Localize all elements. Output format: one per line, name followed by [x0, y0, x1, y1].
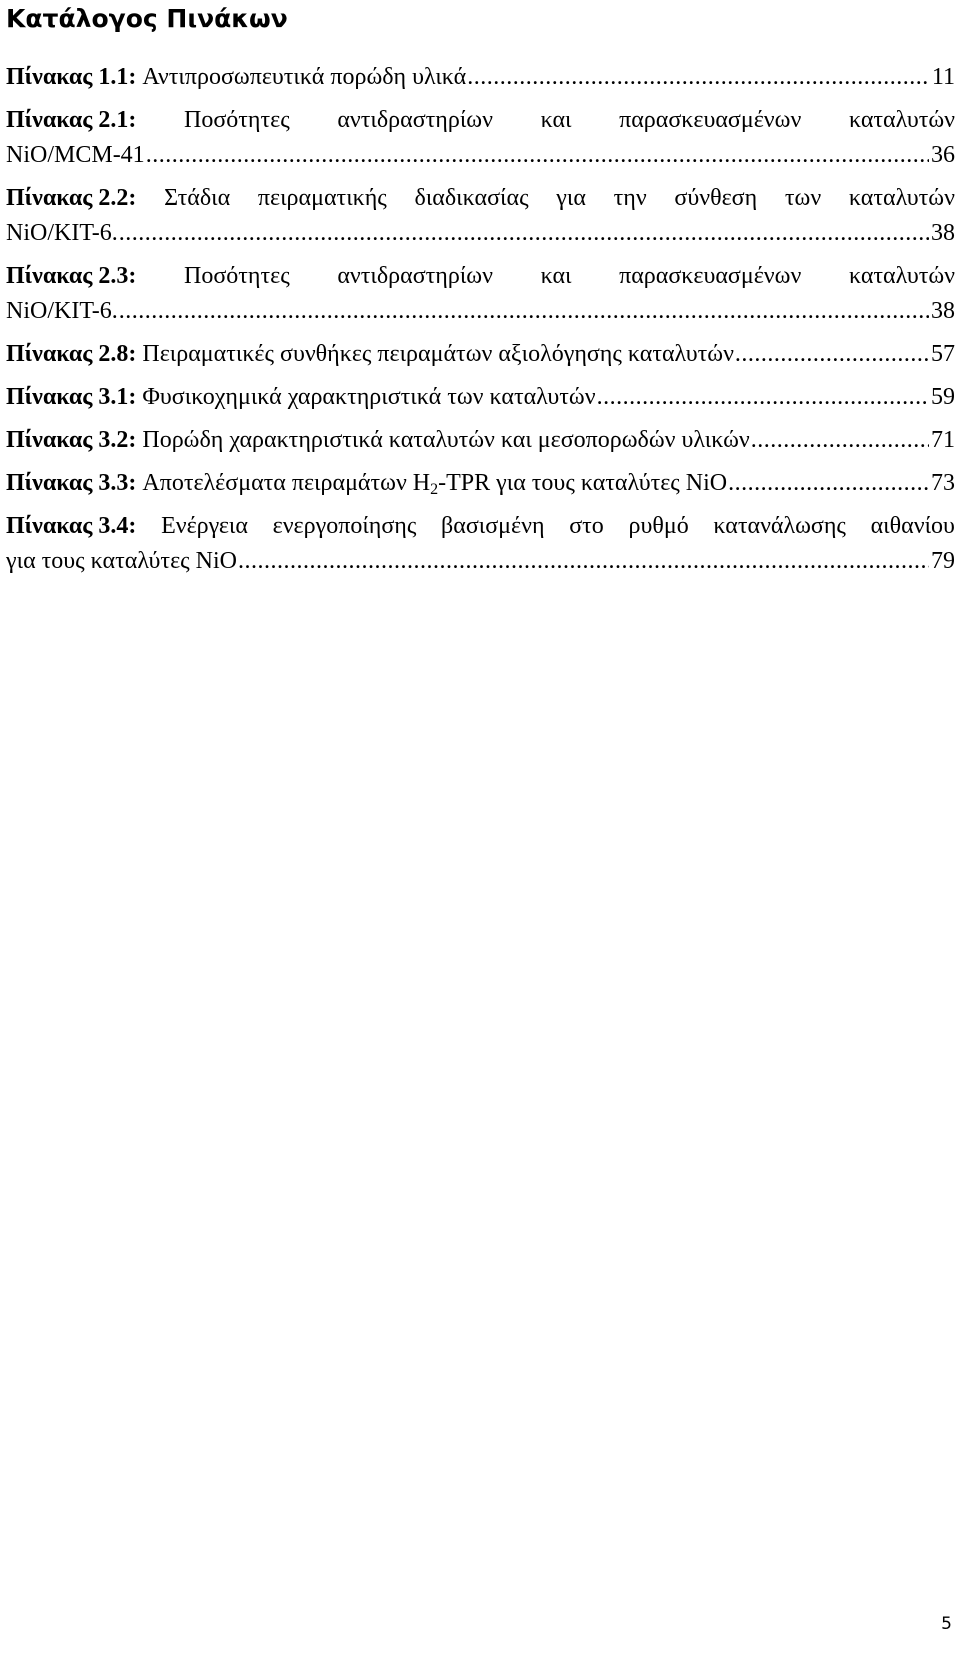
- page-ref: 71: [931, 427, 955, 453]
- table-title-continuation: NiO/KIT-6.: [6, 220, 118, 246]
- table-title: Πίνακας 2.2: Στάδια πειραματικής διαδικασίας για την σύνθεση των καταλυτών: [6, 185, 955, 211]
- toc-entry[interactable]: [6, 380, 955, 415]
- page-ref: 38: [931, 298, 955, 324]
- page-ref: 38: [931, 220, 955, 246]
- dot-leader: [735, 337, 929, 372]
- page-ref: 11: [931, 64, 955, 90]
- toc-entry[interactable]: [6, 466, 955, 501]
- toc-entry[interactable]: [6, 337, 955, 372]
- toc-entry[interactable]: [6, 259, 955, 329]
- table-title: Φυσικοχημικά χαρακτηριστικά των καταλυτών: [142, 384, 596, 410]
- dot-leader: [119, 294, 929, 329]
- table-title: Πίνακας 3.4: Ενέργεια ενεργοποίησης βασισμένη στο ρυθμό κατανάλωσης αιθανίου: [6, 513, 955, 539]
- toc-entry[interactable]: [6, 60, 955, 95]
- page-ref: 73: [931, 470, 955, 496]
- table-title-continuation: για τους καταλύτες NiO: [6, 548, 237, 574]
- list-of-tables: [6, 60, 955, 579]
- dot-leader: [728, 466, 929, 501]
- dot-leader: [467, 60, 930, 95]
- table-number: Πίνακας 2.8:: [6, 341, 137, 367]
- page-number: 5: [941, 1614, 952, 1634]
- dot-leader: [238, 544, 929, 579]
- page-ref: 36: [931, 142, 955, 168]
- table-number: Πίνακας 1.1:: [6, 64, 137, 90]
- page-ref: 59: [931, 384, 955, 410]
- page-ref: 79: [931, 548, 955, 574]
- table-title-continuation: NiO/KIT-6.: [6, 298, 118, 324]
- page-ref: 57: [931, 341, 955, 367]
- table-number: Πίνακας 3.2:: [6, 427, 137, 453]
- toc-entry[interactable]: [6, 103, 955, 173]
- page-title: Κατάλογος Πινάκων: [6, 4, 288, 33]
- toc-entry[interactable]: [6, 181, 955, 251]
- table-title: Πίνακας 2.1: Ποσότητες αντιδραστηρίων και παρασκευασμένων καταλυτών: [6, 107, 955, 133]
- table-title-continuation: NiO/MCM-41: [6, 142, 145, 168]
- table-number: Πίνακας 3.1:: [6, 384, 137, 410]
- table-title: Πορώδη χαρακτηριστικά καταλυτών και μεσοπορωδών υλικών: [142, 427, 750, 453]
- toc-entry[interactable]: [6, 509, 955, 579]
- dot-leader: [119, 216, 929, 251]
- table-number: Πίνακας 3.3:: [6, 470, 137, 496]
- toc-entry[interactable]: [6, 423, 955, 458]
- table-title: Πίνακας 2.3: Ποσότητες αντιδραστηρίων και παρασκευασμένων καταλυτών: [6, 263, 955, 289]
- dot-leader: [751, 423, 929, 458]
- table-title: Αντιπροσωπευτικά πορώδη υλικά: [142, 64, 467, 90]
- table-title: Αποτελέσματα πειραμάτων $H_2$-TPR για τους καταλύτες NiO: [142, 470, 728, 498]
- dot-leader: [597, 380, 929, 415]
- dot-leader: [146, 138, 929, 173]
- table-title: Πειραματικές συνθήκες πειραμάτων αξιολόγησης καταλυτών: [142, 341, 734, 367]
